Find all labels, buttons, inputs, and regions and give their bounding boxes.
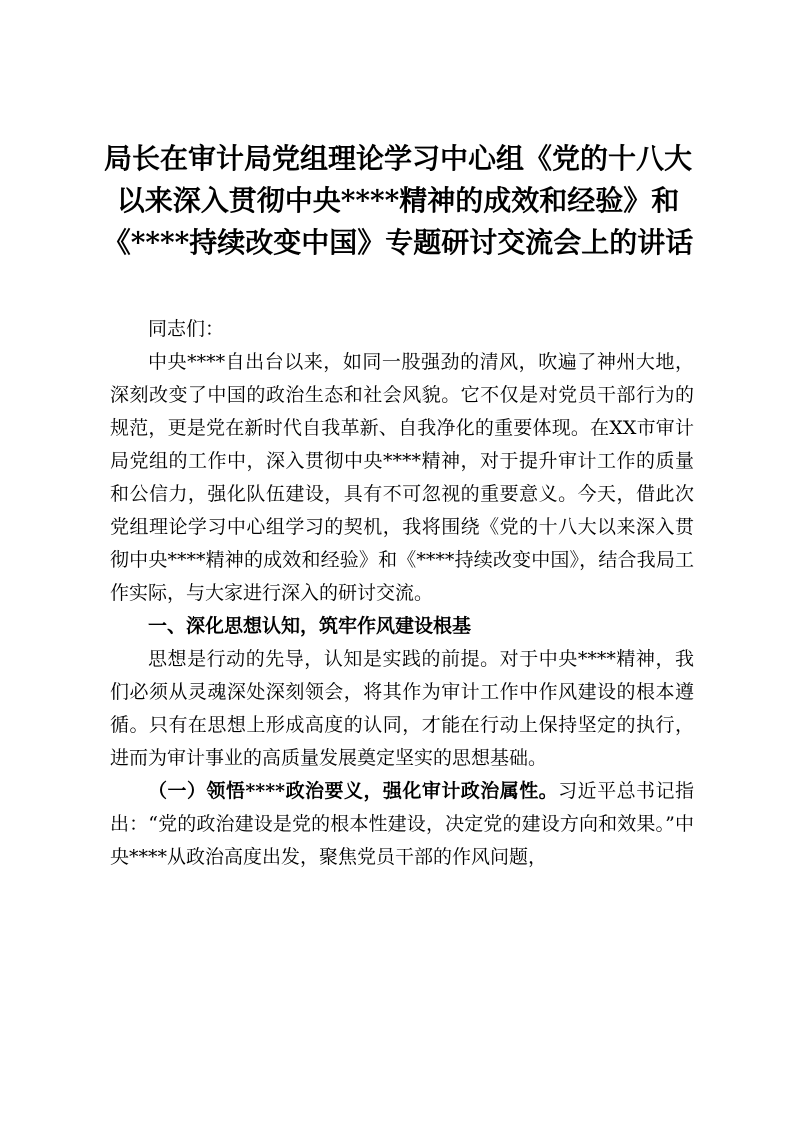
section-1-intro: 思想是行动的先导，认知是实践的前提。对于中央****精神，我们必须从灵魂深处深刻领会，将其作为审计工作中作风建设的根本遵循。只有在思想上形成高度的认同，才能在行动上保持坚定的执行，进而为审计事业的高质量发展奠定坚实的思想基础。 — [110, 648, 694, 769]
subsection-1-paragraph — [110, 775, 694, 874]
paragraph-intro: 中央****自出台以来，如同一股强劲的清风，吹遍了神州大地，深刻改变了中国的政治生态和社会风貌。它不仅是对党员干部行为的规范，更是党在新时代自我革新、自我净化的重要体现。在XX市审计局党组的工作中，深入贯彻中央****精神，对于提升审计工作的质量和公信力，强化队伍建设，具有不可忽视的重要意义。今天，借此次党组理论学习中心组学习的契机，我将围绕《党的十八大以来深入贯彻中央****精神的成效和经验》和《****持续改变中国》，结合我局工作实际，与大家进行深入的研讨交流。 — [110, 351, 694, 604]
subsection-1-lead: （一）领悟****政治要义，强化审计政治属性。 — [148, 780, 559, 802]
salutation: 同志们： — [148, 318, 225, 340]
document-title: 局长在审计局党组理论学习中心组《党的十八大以来深入贯彻中央****精神的成效和经验》和《****持续改变中国》专题研讨交流会上的讲话 — [102, 142, 694, 259]
subsection-1-text: 习近平总书记指出：“党的政治建设是党的根本性建设，决定党的建设方向和效果。”中央****从政治高度出发，聚焦党员干部的作风问题， — [110, 780, 694, 868]
document-body — [110, 313, 694, 874]
section-heading-1: 一、深化思想认知，筑牢作风建设根基 — [148, 615, 472, 637]
